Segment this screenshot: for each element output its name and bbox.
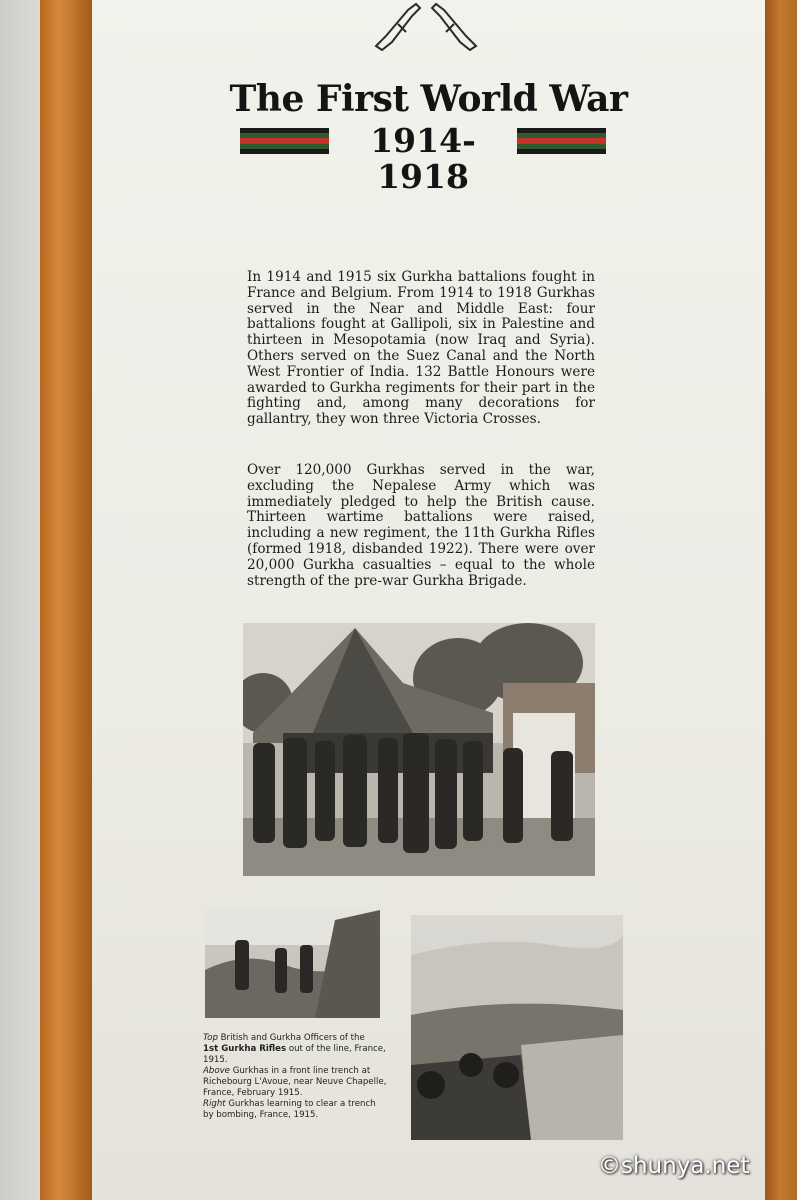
regimental-stripe-right [517,128,606,154]
photo-caption [203,1033,388,1121]
stripe-band [240,149,329,154]
caption-right-text: Gurkhas learning to clear a trench by bombing, France, 1915. [203,1099,376,1120]
photo-front-line-trench [205,910,380,1018]
paragraph-service: In 1914 and 1915 six Gurkha battalions fought in France and Belgium. From 1914 to 1918 Gurkhas served in the Near and Middle East: four battalions fought at Gallipoli, six in Palestine and thirteen in Mesopotamia (now Iraq and Syria). Others served on the Suez Canal and the North West Frontier of India. 132 Battle Honours were awarded to Gurkha regiments for their part in the fighting and, among many decorations for gallantry, they won three Victoria Crosses. [247,269,595,428]
caption-regiment: 1st Gurkha Rifles [203,1044,287,1054]
caption-above-text: Gurkhas in a front line trench at Richebourg L'Avoue, near Neuve Chapelle, France, February 1915. [203,1066,387,1098]
watermark: ©shunya.net [598,1153,750,1179]
paragraph-casualties: Over 120,000 Gurkhas served in the war, excluding the Nepalese Army which was immediately pledged to help the British cause. Thirteen wartime battalions were raised, including a new regiment, the 11th Gurkha Rifles (formed 1918, disbanded 1922). There were over 20,000 Gurkha casualties – equal to the whole strength of the pre-war Gurkha Brigade. [247,462,595,589]
crossed-kukri-emblem-icon [368,2,484,52]
years-row [240,121,606,196]
panel-years: 1914-1918 [370,121,476,196]
caption-top-text: British and Gurkha Officers of the [220,1033,365,1043]
stripe-band [517,149,606,154]
caption-top-text-end: out of the line, France, 1915. [203,1044,386,1065]
regimental-stripe-left [240,128,329,154]
photo-officers-outside-barn [243,623,595,876]
photo-trench-bombing [411,915,623,1140]
caption-right-label: Right [203,1099,226,1109]
wooden-frame-right [765,0,797,1200]
caption-top-label: Top [203,1033,218,1043]
panel-title: The First World War [229,78,628,120]
caption-above-label: Above [203,1066,230,1076]
wooden-frame-left [40,0,92,1200]
wall [0,0,40,1200]
